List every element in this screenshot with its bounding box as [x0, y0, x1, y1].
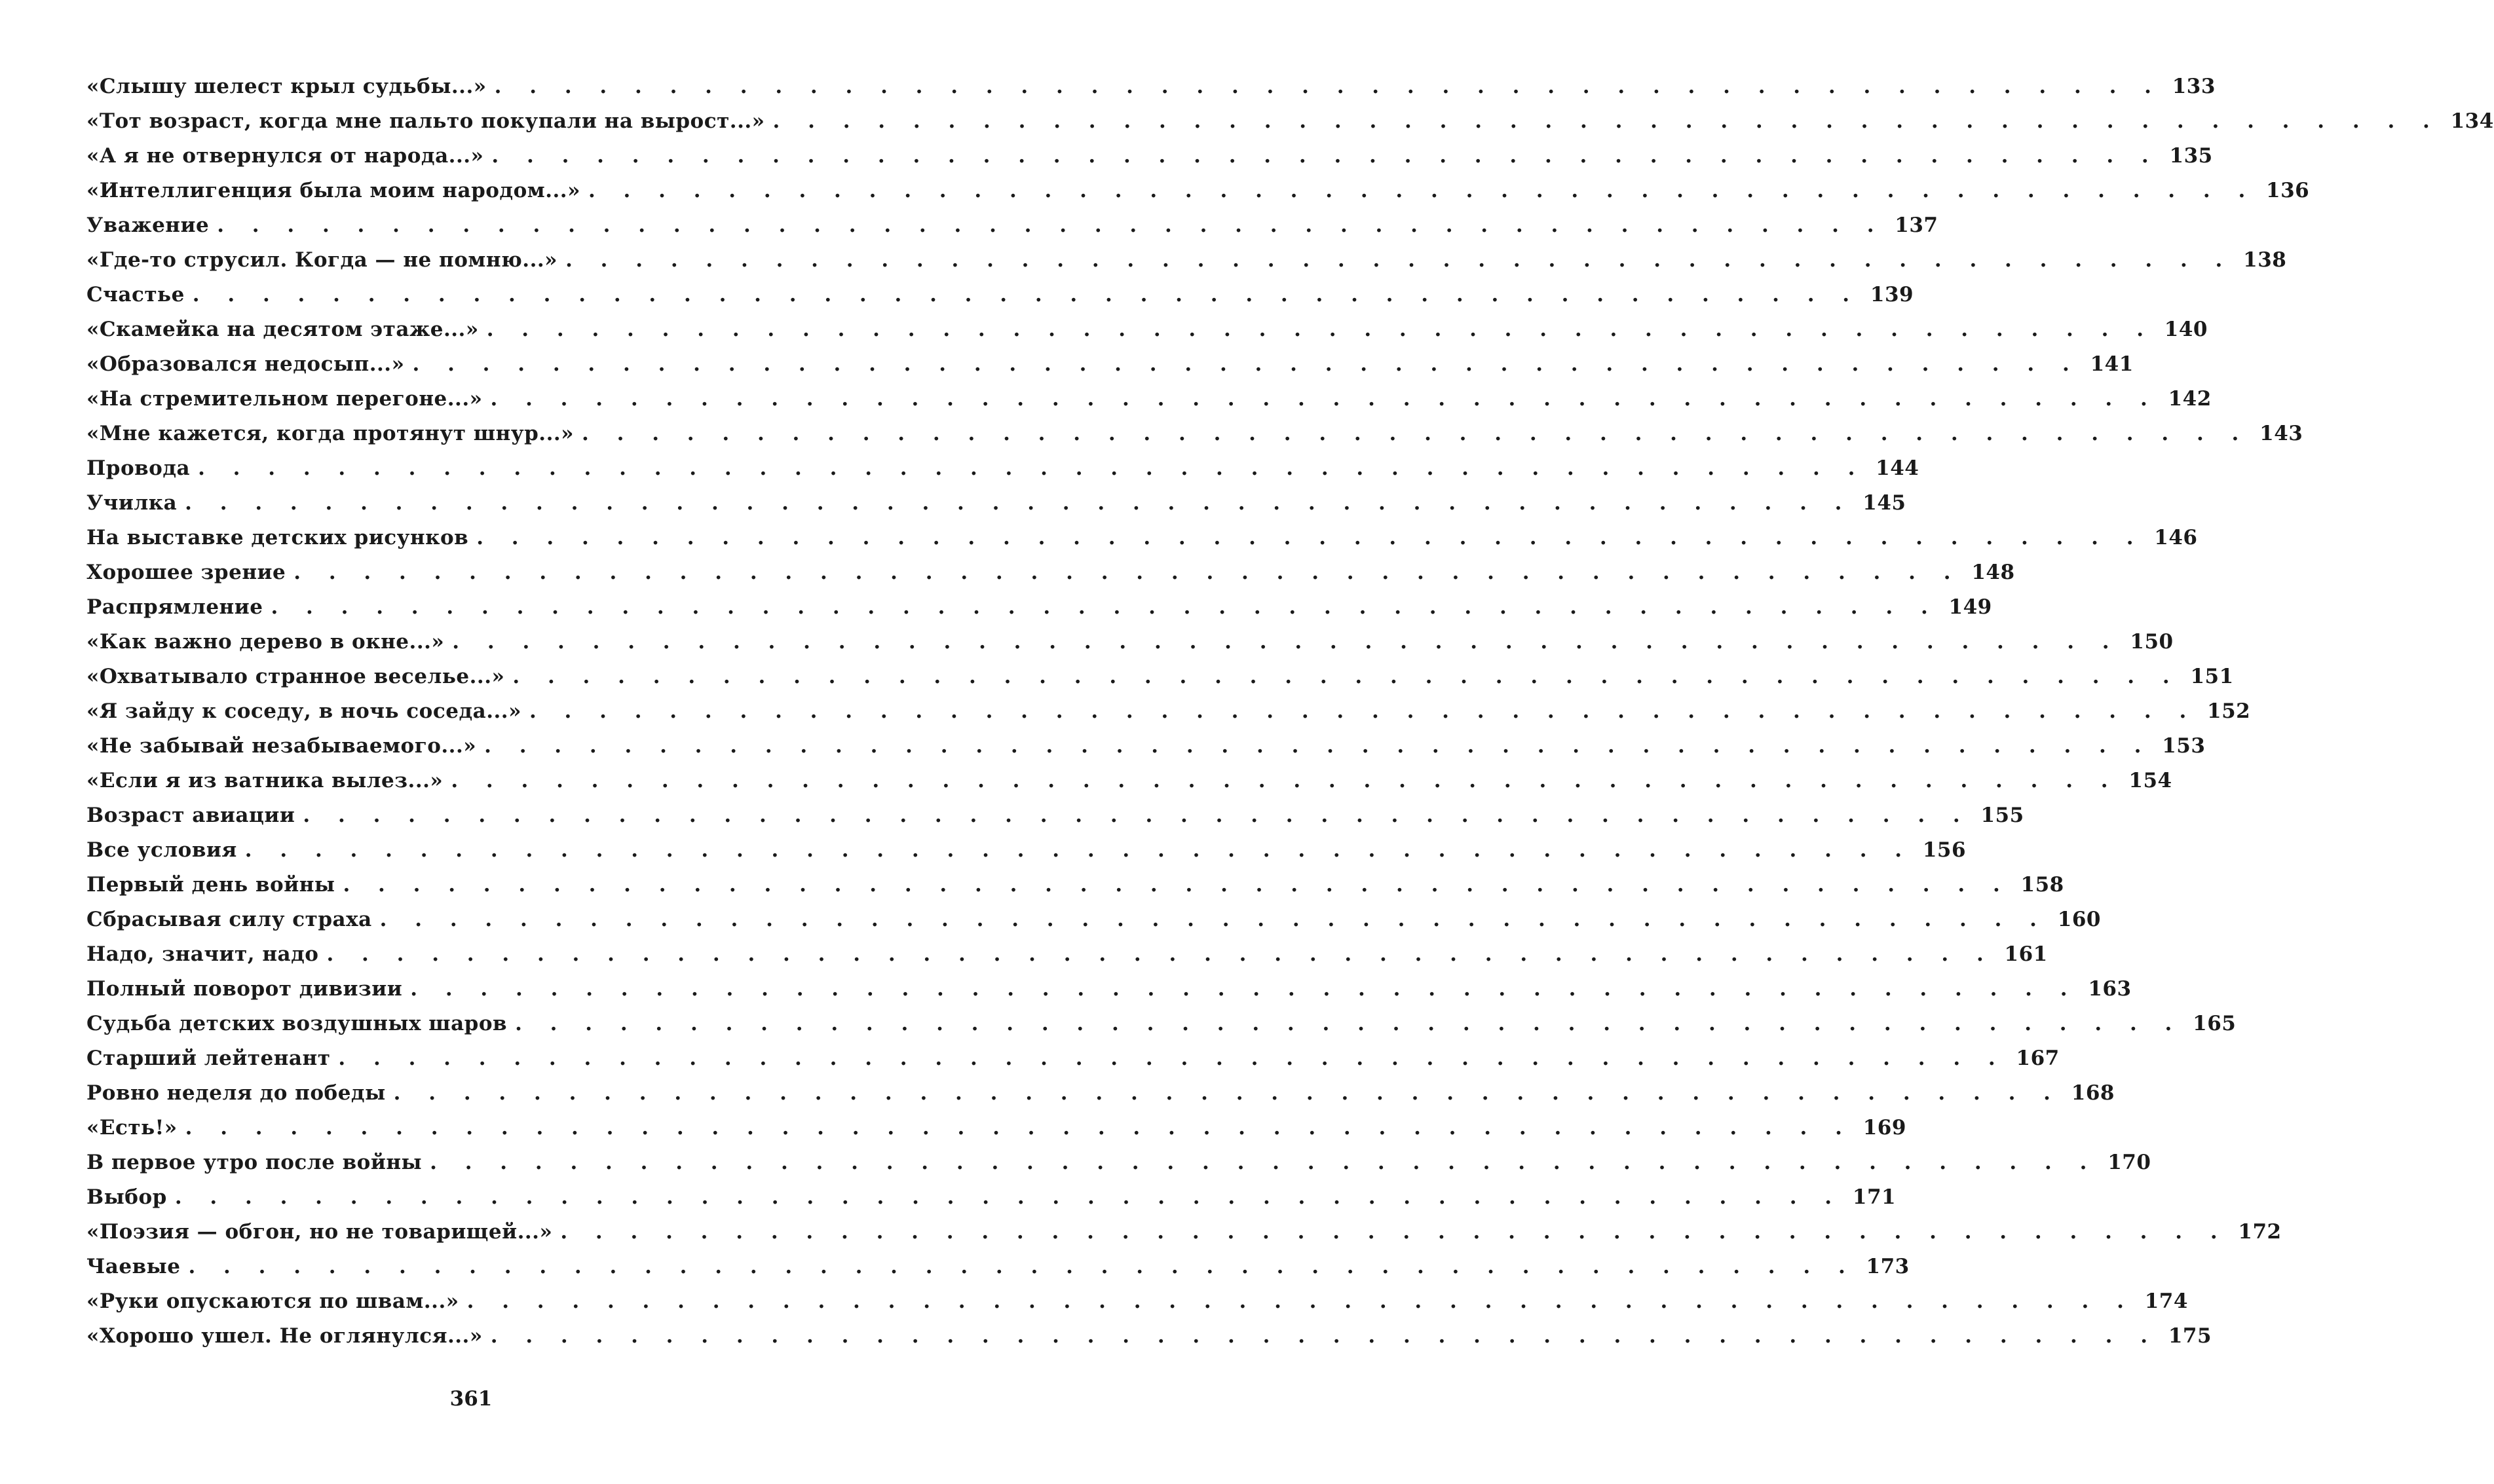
toc-entry-title: Судьба детских воздушных шаров [86, 1012, 508, 1035]
toc-entry [86, 1012, 2237, 1047]
toc-entry-title: Училка [86, 491, 178, 515]
toc-entry-page: 172 [2238, 1220, 2282, 1244]
toc-entry-title: Хорошее зрение [86, 561, 286, 584]
toc-entry-page: 146 [2154, 526, 2198, 549]
toc-entry-title: Сбрасывая силу страха [86, 908, 372, 931]
dot-leader: . . . . . . . . . . . . . . . . . . . . . . . . . . . . . . . . . . . . . . . . . . . . . . . . [494, 75, 2162, 98]
dot-leader: . . . . . . . . . . . . . . . . . . . . . . . . . . . . . . . . . . . . . . . . . . . . . . . . [271, 595, 1938, 619]
toc-entry [86, 1116, 1906, 1151]
toc-entry-title: «Скамейка на десятом этаже...» [86, 318, 479, 341]
toc-entry-page: 151 [2190, 665, 2234, 688]
dot-leader: . . . . . . . . . . . . . . . . . . . . . . . . . . . . . . . . . . . . . . . . . . . . . . . . [174, 1185, 1843, 1209]
toc-entry-page: 167 [2016, 1047, 2060, 1070]
toc-entry [86, 491, 1906, 526]
toc-entry-page: 158 [2020, 873, 2064, 897]
toc-entry [86, 456, 1919, 491]
toc-entry-page: 149 [1948, 595, 1992, 619]
page-number: 361 [449, 1387, 493, 1411]
dot-leader: . . . . . . . . . . . . . . . . . . . . . . . . . . . . . . . . . . . . . . . . . . . . . . . . [293, 561, 1961, 584]
dot-leader: . . . . . . . . . . . . . . . . . . . . . . . . . . . . . . . . . . . . . . . . . . . . . . . . [430, 1151, 2098, 1174]
toc-entry-page: 138 [2243, 248, 2287, 272]
toc-entry [86, 109, 2494, 144]
toc-entry-title: «Как важно дерево в окне...» [86, 630, 445, 654]
toc-entry-page: 135 [2169, 144, 2213, 168]
toc-entry [86, 699, 2251, 734]
dot-leader: . . . . . . . . . . . . . . . . . . . . . . . . . . . . . . . . . . . . . . . . . . . . . . . . [412, 352, 2080, 376]
toc-entry-page: 141 [2090, 352, 2134, 376]
toc-entry-page: 145 [1862, 491, 1906, 515]
dot-leader: . . . . . . . . . . . . . . . . . . . . . . . . . . . . . . . . . . . . . . . . . . . . . . . . [490, 387, 2158, 411]
dot-leader: . . . . . . . . . . . . . . . . . . . . . . . . . . . . . . . . . . . . . . . . . . . . . . . . [772, 109, 2440, 133]
dot-leader: . . . . . . . . . . . . . . . . . . . . . . . . . . . . . . . . . . . . . . . . . . . . . . . . [491, 144, 2159, 168]
toc-entry-page: 168 [2071, 1081, 2115, 1105]
toc-entry [86, 977, 2132, 1012]
toc-entry-page: 139 [1870, 283, 1914, 306]
toc-entry-title: «Где-то струсил. Когда — не помню...» [86, 248, 558, 272]
toc-entry-title: «Не забывай незабываемого...» [86, 734, 477, 758]
toc-entry-page: 173 [1866, 1255, 1910, 1278]
toc-entry [86, 1289, 2188, 1324]
toc-entry-page: 156 [1922, 838, 1967, 862]
toc-entry [86, 1324, 2212, 1359]
toc-entry-page: 140 [2164, 318, 2208, 341]
toc-entry [86, 1220, 2282, 1255]
dot-leader: . . . . . . . . . . . . . . . . . . . . . . . . . . . . . . . . . . . . . . . . . . . . . . . . [217, 213, 1885, 237]
dot-leader: . . . . . . . . . . . . . . . . . . . . . . . . . . . . . . . . . . . . . . . . . . . . . . . . [452, 630, 2120, 654]
toc-entry [86, 734, 2206, 769]
toc-entry-page: 133 [2172, 75, 2216, 98]
toc-entry-title: Ровно неделя до победы [86, 1081, 386, 1105]
toc-entry-page: 143 [2259, 422, 2303, 445]
toc-entry-title: «Если я из ватника вылез...» [86, 769, 444, 792]
toc-entry-page: 169 [1862, 1116, 1906, 1140]
toc-entry-title: «Тот возраст, когда мне пальто покупали на вырост...» [86, 109, 765, 133]
toc-entry-title: «Хорошо ушел. Не оглянулся...» [86, 1324, 483, 1348]
toc-entry [86, 1185, 1897, 1220]
dot-leader: . . . . . . . . . . . . . . . . . . . . . . . . . . . . . . . . . . . . . . . . . . . . . . . . [451, 769, 2119, 792]
table-of-contents [86, 75, 2494, 1359]
toc-entry-title: Все условия [86, 838, 237, 862]
toc-entry [86, 595, 1992, 630]
dot-leader: . . . . . . . . . . . . . . . . . . . . . . . . . . . . . . . . . . . . . . . . . . . . . . . . [338, 1047, 2006, 1070]
toc-entry [86, 75, 2216, 109]
toc-entry-title: Счастье [86, 283, 185, 306]
toc-entry-title: «Образовался недосып...» [86, 352, 405, 376]
toc-entry [86, 1081, 2115, 1116]
toc-entry-page: 154 [2128, 769, 2172, 792]
toc-entry-title: Старший лейтенант [86, 1047, 331, 1070]
toc-entry-title: Распрямление [86, 595, 263, 619]
toc-entry [86, 561, 2015, 595]
toc-entry-title: Выбор [86, 1185, 167, 1209]
dot-leader: . . . . . . . . . . . . . . . . . . . . . . . . . . . . . . . . . . . . . . . . . . . . . . . . [466, 1289, 2134, 1313]
dot-leader: . . . . . . . . . . . . . . . . . . . . . . . . . . . . . . . . . . . . . . . . . . . . . . . . [185, 1116, 1853, 1140]
toc-entry [86, 630, 2174, 665]
dot-leader: . . . . . . . . . . . . . . . . . . . . . . . . . . . . . . . . . . . . . . . . . . . . . . . . [410, 977, 2078, 1001]
toc-entry [86, 179, 2310, 213]
dot-leader: . . . . . . . . . . . . . . . . . . . . . . . . . . . . . . . . . . . . . . . . . . . . . . . . [192, 283, 1861, 306]
toc-entry-page: 170 [2107, 1151, 2151, 1174]
toc-entry-page: 152 [2207, 699, 2251, 723]
toc-entry [86, 838, 1967, 873]
toc-entry-title: «Интеллигенция была моим народом...» [86, 179, 580, 202]
toc-entry-title: Чаевые [86, 1255, 181, 1278]
toc-entry [86, 873, 2064, 908]
dot-leader: . . . . . . . . . . . . . . . . . . . . . . . . . . . . . . . . . . . . . . . . . . . . . . . . [529, 699, 2197, 723]
toc-entry-title: Первый день войны [86, 873, 335, 897]
toc-entry-page: 155 [1980, 804, 2024, 827]
dot-leader: . . . . . . . . . . . . . . . . . . . . . . . . . . . . . . . . . . . . . . . . . . . . . . . . [582, 422, 2250, 445]
dot-leader: . . . . . . . . . . . . . . . . . . . . . . . . . . . . . . . . . . . . . . . . . . . . . . . . [393, 1081, 2061, 1105]
toc-entry-title: «Охватывало странное веселье...» [86, 665, 505, 688]
toc-entry-title: «Я зайду к соседу, в ночь соседа...» [86, 699, 521, 723]
toc-entry-page: 144 [1876, 456, 1919, 480]
toc-entry [86, 318, 2208, 352]
toc-entry-page: 137 [1895, 213, 1938, 237]
toc-entry-title: «А я не отвернулся от народа...» [86, 144, 484, 168]
toc-entry [86, 144, 2213, 179]
toc-entry-title: В первое утро после войны [86, 1151, 423, 1174]
toc-entry [86, 942, 2048, 977]
toc-entry [86, 526, 2198, 561]
toc-entry-page: 134 [2450, 109, 2494, 133]
toc-entry [86, 1255, 1910, 1289]
toc-entry [86, 804, 2024, 838]
dot-leader: . . . . . . . . . . . . . . . . . . . . . . . . . . . . . . . . . . . . . . . . . . . . . . . . [490, 1324, 2159, 1348]
toc-entry-title: «Есть!» [86, 1116, 178, 1140]
dot-leader: . . . . . . . . . . . . . . . . . . . . . . . . . . . . . . . . . . . . . . . . . . . . . . . . [565, 248, 2233, 272]
toc-entry [86, 1047, 2060, 1081]
toc-entry-title: «Мне кажется, когда протянут шнур...» [86, 422, 575, 445]
toc-entry-title: «Слышу шелест крыл судьбы...» [86, 75, 487, 98]
toc-entry-page: 174 [2144, 1289, 2188, 1313]
toc-entry [86, 283, 1914, 318]
toc-entry-page: 161 [2004, 942, 2048, 966]
toc-entry [86, 422, 2303, 456]
toc-entry-title: «На стремительном перегоне...» [86, 387, 483, 411]
toc-entry [86, 908, 2101, 942]
dot-leader: . . . . . . . . . . . . . . . . . . . . . . . . . . . . . . . . . . . . . . . . . . . . . . . . [486, 318, 2155, 341]
dot-leader: . . . . . . . . . . . . . . . . . . . . . . . . . . . . . . . . . . . . . . . . . . . . . . . . [379, 908, 2047, 931]
toc-entry [86, 352, 2134, 387]
toc-entry [86, 665, 2234, 699]
toc-entry-page: 171 [1852, 1185, 1897, 1209]
dot-leader: . . . . . . . . . . . . . . . . . . . . . . . . . . . . . . . . . . . . . . . . . . . . . . . . [476, 526, 2144, 549]
toc-entry-title: «Руки опускаются по швам...» [86, 1289, 459, 1313]
toc-entry-title: «Поэзия — обгон, но не товарищей...» [86, 1220, 553, 1244]
toc-entry [86, 248, 2287, 283]
toc-entry-title: Уважение [86, 213, 210, 237]
dot-leader: . . . . . . . . . . . . . . . . . . . . . . . . . . . . . . . . . . . . . . . . . . . . . . . . [560, 1220, 2228, 1244]
toc-entry-page: 148 [1971, 561, 2015, 584]
dot-leader: . . . . . . . . . . . . . . . . . . . . . . . . . . . . . . . . . . . . . . . . . . . . . . . . [185, 491, 1853, 515]
toc-entry-page: 136 [2266, 179, 2310, 202]
toc-entry-title: На выставке детских рисунков [86, 526, 469, 549]
toc-entry-page: 175 [2168, 1324, 2212, 1348]
toc-entry-page: 160 [2057, 908, 2101, 931]
dot-leader: . . . . . . . . . . . . . . . . . . . . . . . . . . . . . . . . . . . . . . . . . . . . . . . . [343, 873, 2011, 897]
toc-entry-page: 150 [2130, 630, 2174, 654]
toc-entry-title: Возраст авиации [86, 804, 295, 827]
toc-entry-page: 165 [2193, 1012, 2237, 1035]
toc-entry [86, 213, 1938, 248]
toc-entry-title: Надо, значит, надо [86, 942, 319, 966]
toc-entry-page: 163 [2088, 977, 2132, 1001]
dot-leader: . . . . . . . . . . . . . . . . . . . . . . . . . . . . . . . . . . . . . . . . . . . . . . . . [244, 838, 1913, 862]
dot-leader: . . . . . . . . . . . . . . . . . . . . . . . . . . . . . . . . . . . . . . . . . . . . . . . . [303, 804, 1971, 827]
toc-entry [86, 1151, 2151, 1185]
dot-leader: . . . . . . . . . . . . . . . . . . . . . . . . . . . . . . . . . . . . . . . . . . . . . . . . [198, 456, 1866, 480]
toc-entry-title: Полный поворот дивизии [86, 977, 403, 1001]
dot-leader: . . . . . . . . . . . . . . . . . . . . . . . . . . . . . . . . . . . . . . . . . . . . . . . . [484, 734, 2152, 758]
dot-leader: . . . . . . . . . . . . . . . . . . . . . . . . . . . . . . . . . . . . . . . . . . . . . . . . [512, 665, 2180, 688]
dot-leader: . . . . . . . . . . . . . . . . . . . . . . . . . . . . . . . . . . . . . . . . . . . . . . . . [588, 179, 2256, 202]
dot-leader: . . . . . . . . . . . . . . . . . . . . . . . . . . . . . . . . . . . . . . . . . . . . . . . . [188, 1255, 1856, 1278]
toc-entry-page: 153 [2162, 734, 2206, 758]
toc-entry [86, 769, 2172, 804]
toc-entry [86, 387, 2212, 422]
dot-leader: . . . . . . . . . . . . . . . . . . . . . . . . . . . . . . . . . . . . . . . . . . . . . . . . [515, 1012, 2183, 1035]
toc-entry-title: Провода [86, 456, 191, 480]
toc-entry-page: 142 [2168, 387, 2212, 411]
dot-leader: . . . . . . . . . . . . . . . . . . . . . . . . . . . . . . . . . . . . . . . . . . . . . . . . [326, 942, 1994, 966]
